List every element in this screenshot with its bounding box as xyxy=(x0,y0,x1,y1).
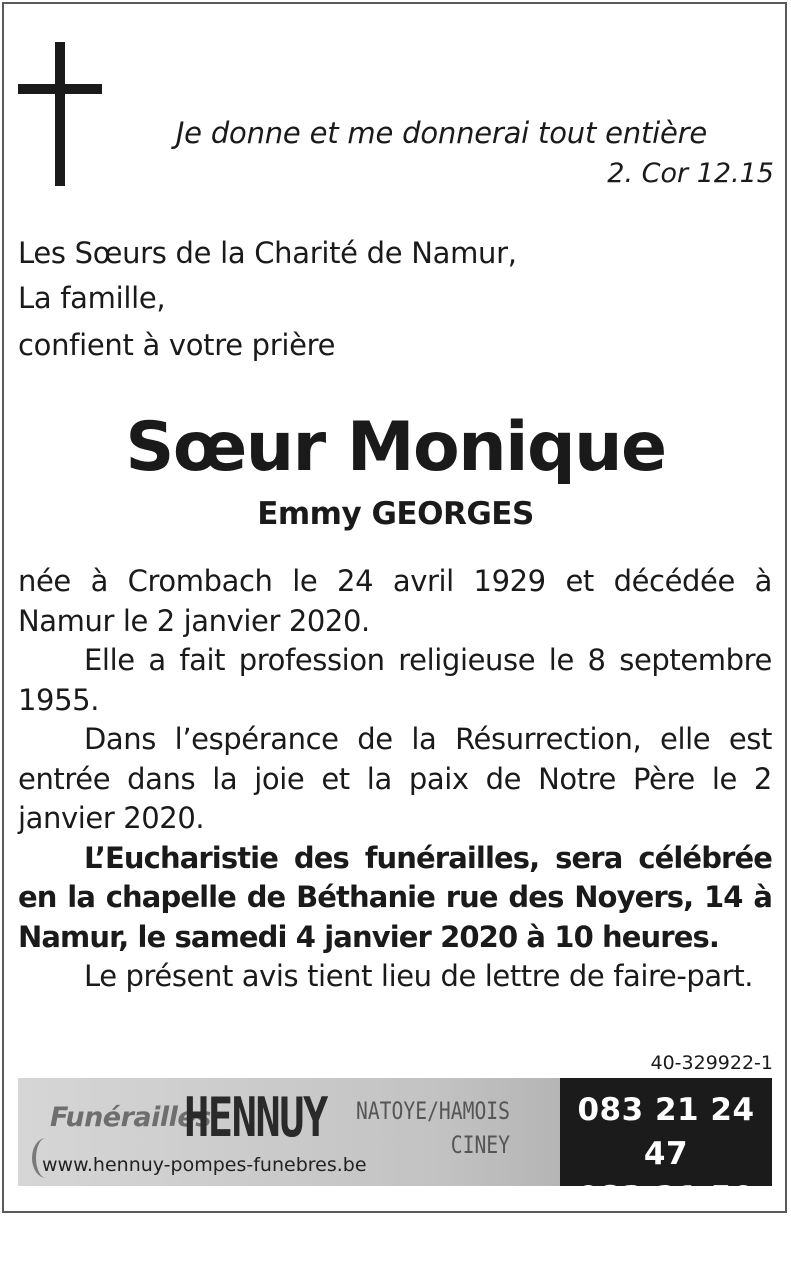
phone-box xyxy=(560,1078,772,1260)
intro-line-2: La famille, xyxy=(18,281,166,315)
birth-death-paragraph: née à Crombach le 24 avril 1929 et décédée à Namur le 2 janvier 2020. xyxy=(18,564,772,638)
civil-name: Emmy GEORGES xyxy=(257,496,534,532)
religious-name: Sœur Monique xyxy=(125,408,666,487)
phone-1[interactable]: 083 21 24 47 xyxy=(577,1092,755,1172)
notice-paragraph: Le présent avis tient lieu de lettre de faire-part. xyxy=(84,959,754,993)
phone-2[interactable]: 083 21 50 50 xyxy=(577,1180,755,1260)
brand-logo: HENNUY xyxy=(184,1086,327,1149)
notice-body xyxy=(18,562,772,997)
location-1: NATOYE/HAMOIS xyxy=(355,1097,511,1125)
funeral-paragraph: L’Eucharistie des funérailles, sera célébrée en la chapelle de Béthanie rue des Noyers, 14 à Namur, le samedi 4 janvier 2020 à 10 heures. xyxy=(18,840,772,954)
banner-prefix: Funérailles xyxy=(50,1102,211,1133)
location-2: CINEY xyxy=(450,1131,511,1159)
funeral-home-banner xyxy=(18,1078,772,1260)
website-link[interactable]: www.hennuy-pompes-funebres.be xyxy=(42,1154,367,1176)
epigraph-quote: Je donne et me donnerai tout entière xyxy=(175,116,707,150)
banner-locations xyxy=(354,1094,510,1162)
intro-line-1: Les Sœurs de la Charité de Namur, xyxy=(18,236,517,270)
reference-number: 40-329922-1 xyxy=(650,1052,773,1074)
profession-paragraph: Elle a fait profession religieuse le 8 septembre 1955. xyxy=(18,643,772,717)
epigraph-reference: 2. Cor 12.15 xyxy=(607,158,774,189)
intro-line-3: confient à votre prière xyxy=(18,328,336,362)
resurrection-paragraph: Dans l’espérance de la Résurrection, elle est entrée dans la joie et la paix de Notre Père le 2 janvier 2020. xyxy=(18,722,772,835)
cross-horizontal-bar xyxy=(18,84,102,94)
cross-vertical-bar xyxy=(55,42,65,186)
